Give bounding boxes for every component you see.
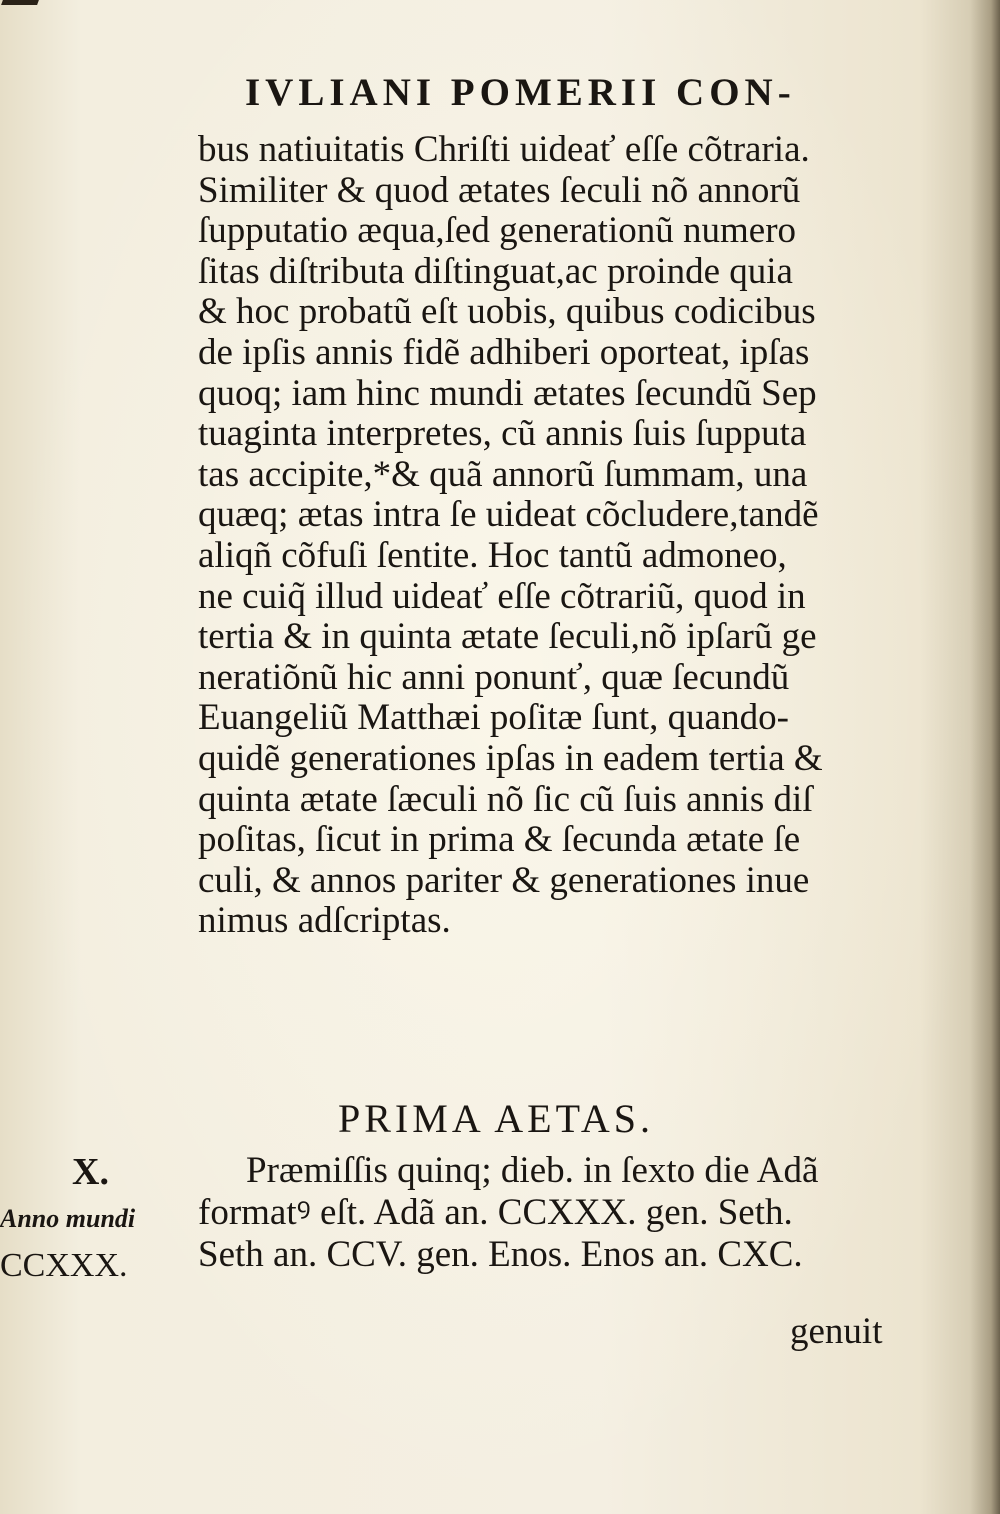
text-line: aliqñ cõfuſi ſentite. Hoc tantũ admoneo, (198, 534, 787, 576)
text-line: ſupputatio æqua,ſed generationũ numero (198, 210, 797, 252)
text-line: ſitas diſtributa diſtinguat,ac proinde quia (198, 250, 793, 292)
text-line: nimus adſcriptas. (198, 900, 451, 942)
gutter-shadow (970, 0, 1000, 1514)
text-line: tuaginta interpretes, cũ annis ſuis ſupputa (198, 413, 807, 455)
text-line: tas accipite,*& quã annorũ ſummam, una (198, 453, 808, 495)
text-line: de ipſis annis fidẽ adhiberi oporteat, ipſas (198, 331, 810, 373)
corner-stain (0, 0, 40, 14)
text-line: culi, & annos pariter & generationes inue (198, 859, 810, 901)
margin-mark: X. (72, 1151, 109, 1193)
text-line: quæq; ætas intra ſe uideat cõcludere,tandẽ (198, 494, 819, 536)
text-line: poſitas, ſicut in prima & ſecunda ætate ſe (198, 819, 801, 861)
running-head: IVLIANI POMERII CON- (245, 71, 796, 114)
text-line: formatꝰ eſt. Adã an. CCXXX. gen. Seth. (198, 1192, 793, 1233)
text-line: tertia & in quinta ætate ſeculi,nõ ipſarũ ge (198, 616, 817, 658)
section-heading: PRIMA AETAS. (338, 1096, 654, 1141)
text-line: neratiõnũ hic anni ponunť, quæ ſecundũ (198, 656, 790, 698)
text-line: Euangeliũ Matthæi poſitæ ſunt, quando- (198, 697, 789, 739)
section-text-block (198, 1150, 938, 1276)
text-line: & hoc probatũ eſt uobis, quibus codicibus (198, 291, 816, 333)
catchword: genuit (790, 1311, 883, 1352)
text-line: Similiter & quod ætates ſeculi nõ annorũ (198, 169, 801, 211)
text-line: Seth an. CCV. gen. Enos. Enos an. CXC. (198, 1234, 803, 1275)
text-line: Præmiſſis quinq; dieb. in ſexto die Adã (246, 1150, 819, 1191)
margin-year-number: CCXXX. (0, 1247, 128, 1284)
margin-anno-mundi: Anno mundi (0, 1204, 136, 1233)
text-line: quidẽ generationes ipſas in eadem tertia & (198, 737, 823, 779)
text-line: quinta ætate ſæculi nõ ſic cũ ſuis annis diſ (198, 778, 813, 820)
text-line: ne cuiq̃ illud uideať eſſe cõtrariũ, quod in (198, 575, 806, 617)
text-line: bus natiuitatis Chriſti uideať eſſe cõtraria. (198, 129, 810, 170)
text-line: quoq; iam hinc mundi ætates ſecundũ Sep (198, 372, 817, 414)
main-text-block (198, 130, 933, 942)
